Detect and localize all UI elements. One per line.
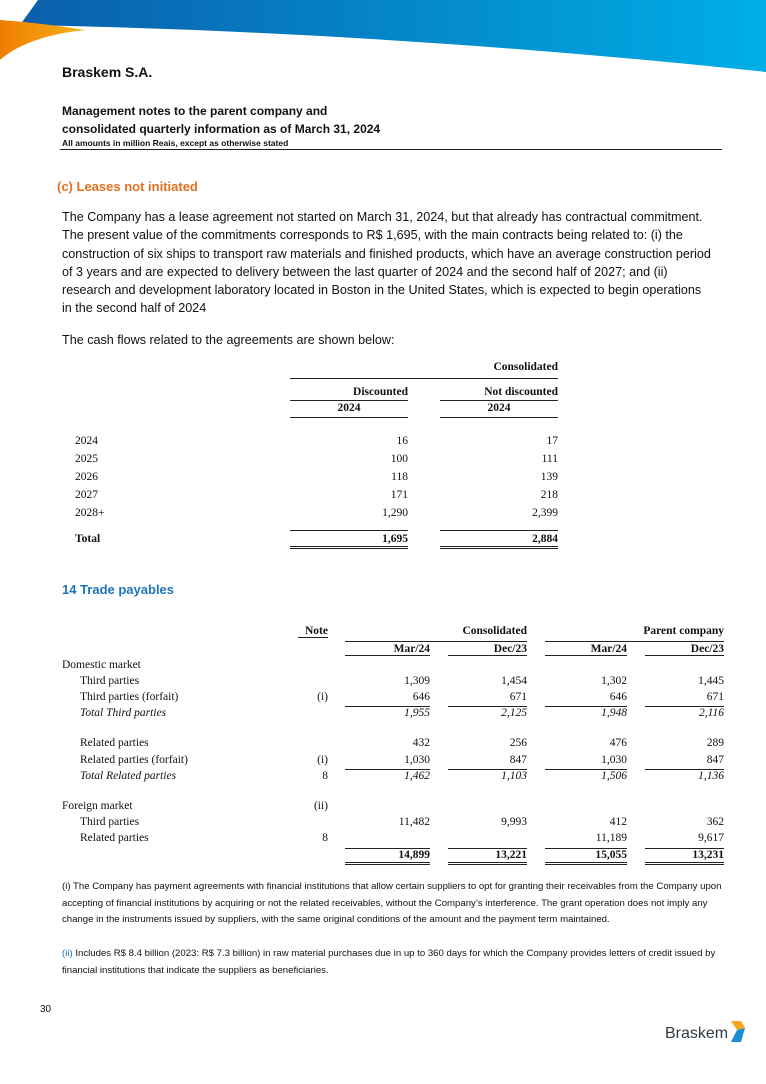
row-label: Domestic market <box>62 659 141 671</box>
cell-value: 14,899 <box>345 849 430 865</box>
total-label: Total <box>75 533 101 545</box>
cash-flows-intro: The cash flows related to the agreements are shown below: <box>62 333 395 347</box>
cell-value <box>345 659 430 675</box>
col-group-consolidated: Consolidated <box>462 625 527 637</box>
cell-value: 847 <box>448 754 527 770</box>
cell-value: 15,055 <box>545 849 627 865</box>
cell-value: 1,302 <box>601 675 627 687</box>
row-note: (ii) <box>313 800 328 812</box>
title-line-1: Management notes to the parent company and <box>62 104 328 118</box>
cell-value: 1,136 <box>698 770 724 782</box>
cell-value: 1,309 <box>404 675 430 687</box>
braskem-logo <box>665 1018 747 1046</box>
divider <box>290 530 408 531</box>
col-discounted: Discounted <box>353 386 408 398</box>
divider <box>290 378 558 379</box>
row-year: 2026 <box>75 471 98 483</box>
not-discounted-value: 111 <box>541 453 558 465</box>
header-banner <box>0 0 766 110</box>
total-not-discounted: 2,884 <box>440 533 558 549</box>
cell-value: 476 <box>609 737 627 749</box>
discounted-value: 16 <box>396 435 408 447</box>
cell-value <box>448 659 527 675</box>
cell-value: 1,030 <box>545 754 627 770</box>
cell-value: 1,955 <box>404 707 430 719</box>
row-note: (i) <box>317 754 328 766</box>
cell-value: 1,454 <box>501 675 527 687</box>
cell-value: 13,221 <box>448 849 527 865</box>
col-cons-mar24: Mar/24 <box>345 643 430 656</box>
cell-value: 1,506 <box>601 770 627 782</box>
cell-value: 2,125 <box>501 707 527 719</box>
col-year-1: 2024 <box>337 402 361 414</box>
row-year: 2024 <box>75 435 98 447</box>
divider <box>440 417 558 418</box>
divider <box>545 848 627 849</box>
report-title <box>62 102 380 138</box>
cell-value: 11,482 <box>398 816 430 828</box>
row-label: Total Related parties <box>80 770 177 782</box>
svg-text:Braskem: Braskem <box>665 1025 729 1042</box>
total-discounted: 1,695 <box>290 533 408 549</box>
leases-heading: (c) Leases not initiated <box>57 179 198 194</box>
cell-value: 1,462 <box>404 770 430 782</box>
header-divider <box>60 149 722 150</box>
cell-value: 646 <box>545 691 627 707</box>
divider <box>345 848 430 849</box>
cell-value: 671 <box>645 691 724 707</box>
cell-value: 1,030 <box>345 754 430 770</box>
title-line-2: consolidated quarterly information as of March 31, 2024 <box>62 122 381 136</box>
cell-value <box>645 800 724 816</box>
cell-value <box>545 800 627 816</box>
row-label: Third parties <box>80 816 140 828</box>
cell-value: 2,116 <box>698 707 724 719</box>
col-cons-dec23: Dec/23 <box>448 643 527 656</box>
cell-value: 289 <box>706 737 724 749</box>
divider <box>290 417 408 418</box>
divider <box>290 400 408 401</box>
cell-value: 671 <box>448 691 527 707</box>
row-label: Foreign market <box>62 800 133 812</box>
row-year: 2025 <box>75 453 98 465</box>
cell-value <box>448 800 527 816</box>
divider <box>645 848 724 849</box>
row-note: 8 <box>322 832 328 844</box>
cell-value <box>545 659 627 675</box>
cell-value: 432 <box>412 737 430 749</box>
amounts-note: All amounts in million Reais, except as otherwise stated <box>62 138 289 148</box>
footnote-ii <box>62 946 722 979</box>
cell-value: 9,617 <box>698 832 724 844</box>
not-discounted-value: 139 <box>540 471 558 483</box>
footnote-ii-text: Includes R$ 8.4 billion (2023: R$ 7.3 billion) in raw material purchases due in up to 360 days for which the Company provides letters of credit issued by financial institutions that indicate the suppliers as beneficiaries. <box>62 948 716 976</box>
cell-value: 11,189 <box>595 832 627 844</box>
discounted-value: 100 <box>390 453 408 465</box>
cell-value: 847 <box>645 754 724 770</box>
divider <box>448 848 527 849</box>
not-discounted-value: 2,399 <box>532 507 558 519</box>
cell-value: 1,103 <box>501 770 527 782</box>
cell-value <box>645 659 724 675</box>
col-group-parent: Parent company <box>643 625 724 637</box>
cell-value <box>345 832 430 848</box>
footnote-i: (i) The Company has payment agreements with financial institutions that allow certain suppliers to opt for granting their receivables from the Company upon accepting of financial institutions by acquiring or not the related receivables, without the Company’s interference. The grant operation does not imply any change in the instruments issued by suppliers, with the same original conditions of the amount and the payment term maintained. <box>62 881 722 925</box>
cell-value: 1,948 <box>601 707 627 719</box>
col-note: Note <box>298 625 328 638</box>
not-discounted-value: 17 <box>546 435 558 447</box>
cell-value: 9,993 <box>501 816 527 828</box>
trade-payables-heading: 14 Trade payables <box>62 582 175 597</box>
row-year: 2028+ <box>75 507 105 519</box>
row-label: Total Third parties <box>80 707 167 719</box>
col-year-2: 2024 <box>487 402 511 414</box>
divider <box>545 641 724 642</box>
row-label: Third parties <box>80 675 140 687</box>
cell-value <box>448 832 527 848</box>
row-label: Related parties <box>80 832 149 844</box>
cell-value: 412 <box>609 816 627 828</box>
discounted-value: 1,290 <box>382 507 408 519</box>
cell-value: 646 <box>345 691 430 707</box>
row-note: (i) <box>317 691 328 703</box>
divider <box>440 530 558 531</box>
cell-value: 13,231 <box>645 849 724 865</box>
row-year: 2027 <box>75 489 98 501</box>
page-number: 30 <box>40 1004 52 1015</box>
row-label: Related parties (forfait) <box>80 754 188 766</box>
company-name: Braskem S.A. <box>62 64 153 80</box>
col-not-discounted: Not discounted <box>484 386 558 398</box>
cell-value <box>345 800 430 816</box>
cell-value: 362 <box>706 816 724 828</box>
divider <box>440 400 558 401</box>
col-parent-dec23: Dec/23 <box>645 643 724 656</box>
discounted-value: 118 <box>391 471 408 483</box>
col-group-consolidated: Consolidated <box>493 361 558 373</box>
footnote-ii-marker: (ii) <box>62 948 73 959</box>
row-label: Related parties <box>80 737 149 749</box>
cell-value: 256 <box>509 737 527 749</box>
not-discounted-value: 218 <box>540 489 558 501</box>
leases-paragraph: The Company has a lease agreement not started on March 31, 2024, but that already has contractual commitment. The present value of the commitments corresponds to R$ 1,695, with the main contracts being related to: (i) the construction of six ships to transport raw materials and finished products, which have an average construction period of 3 years and are expected to delivery between the last quarter of 2024 and the second half of 2027; and (ii) research and development laboratory located in Boston in the United States, which is expected to begin operations in the second half of 2024 <box>62 210 711 316</box>
row-note: 8 <box>322 770 328 782</box>
row-label: Third parties (forfait) <box>80 691 179 703</box>
discounted-value: 171 <box>390 489 408 501</box>
col-parent-mar24: Mar/24 <box>545 643 627 656</box>
cell-value: 1,445 <box>698 675 724 687</box>
divider <box>345 641 527 642</box>
